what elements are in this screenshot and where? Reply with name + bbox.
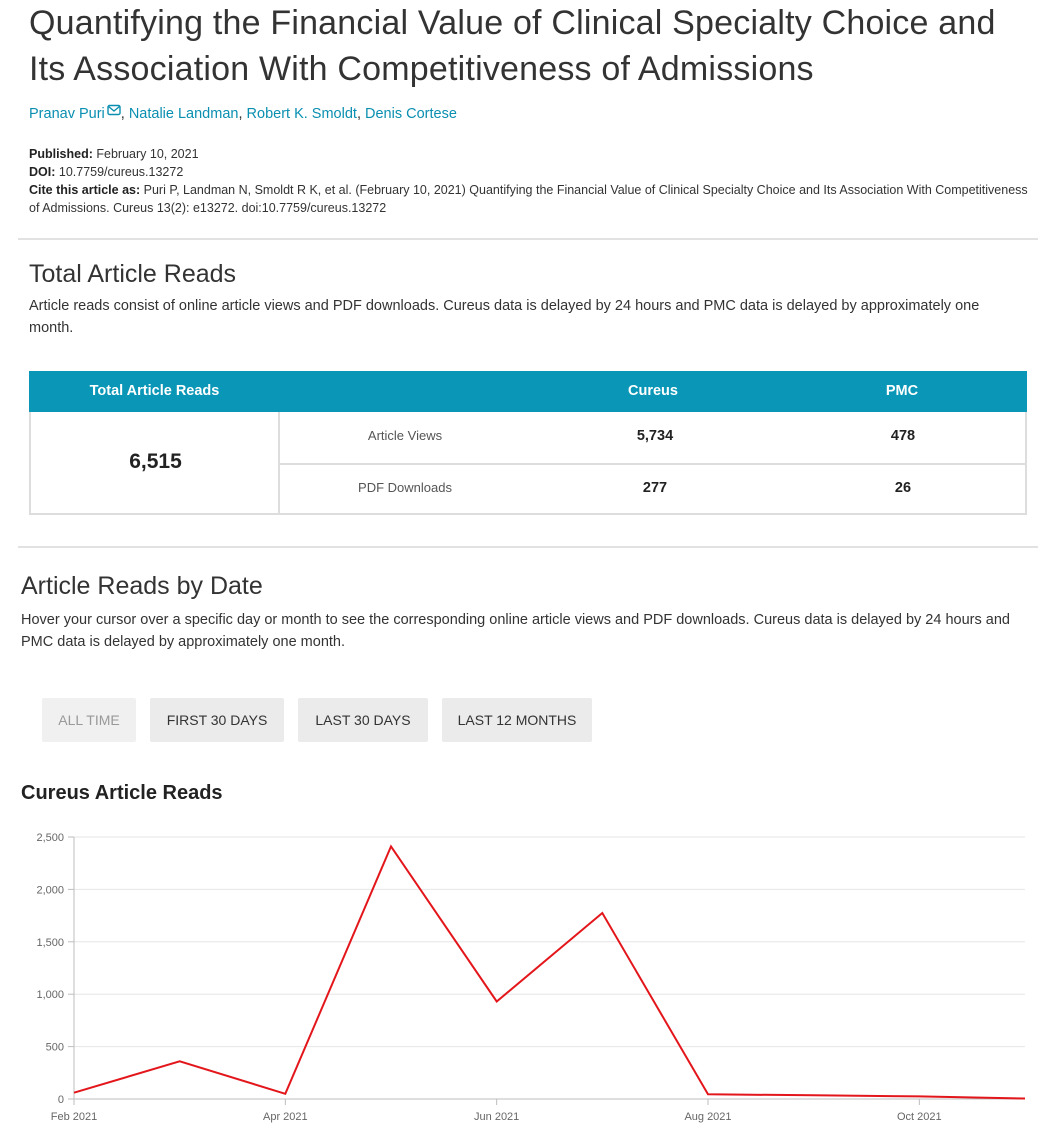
published-line bbox=[29, 145, 1029, 163]
header-pmc: PMC bbox=[885, 383, 919, 399]
filter-last-30-days-button[interactable]: LAST 30 DAYS bbox=[298, 698, 428, 742]
reads-by-date-heading: Article Reads by Date bbox=[21, 572, 263, 600]
data-point bbox=[385, 840, 397, 852]
x-tick-label: Feb 2021 bbox=[50, 1111, 98, 1123]
data-point bbox=[808, 1089, 820, 1101]
data-point bbox=[174, 1055, 186, 1067]
table-row bbox=[280, 412, 1027, 462]
x-tick-label: Oct 2021 bbox=[897, 1111, 942, 1123]
header-total: Total Article Reads bbox=[89, 383, 220, 399]
reads-line-chart[interactable] bbox=[0, 820, 1062, 1142]
data-point bbox=[68, 1087, 80, 1099]
x-tick-label: Jun 2021 bbox=[474, 1111, 520, 1123]
section-divider bbox=[18, 546, 1038, 548]
data-point bbox=[279, 1088, 291, 1100]
citation-line bbox=[29, 181, 1029, 217]
author-link[interactable]: Denis Cortese bbox=[365, 106, 457, 122]
total-cell bbox=[31, 412, 280, 513]
data-point bbox=[596, 907, 608, 919]
pmc-value: 478 bbox=[890, 428, 916, 444]
row-label: Article Views bbox=[367, 428, 443, 443]
article-meta bbox=[29, 145, 1029, 217]
table-header bbox=[29, 371, 1027, 412]
total-reads-value: 6,515 bbox=[129, 450, 182, 473]
published-label: Published: bbox=[29, 147, 93, 161]
chart-title: Cureus Article Reads bbox=[21, 782, 223, 804]
y-tick-label: 2,000 bbox=[36, 884, 64, 897]
cureus-value: 277 bbox=[642, 480, 668, 496]
total-reads-description: Article reads consist of online article views and PDF downloads. Cureus data is delayed by 24 hours and PMC data is delayed by approximately one month. bbox=[29, 298, 980, 336]
y-tick-label: 2,500 bbox=[36, 832, 64, 844]
cureus-value: 5,734 bbox=[636, 428, 674, 444]
y-tick-label: 1,500 bbox=[36, 936, 64, 949]
author-separator: , bbox=[356, 106, 361, 122]
y-tick-label: 1,000 bbox=[36, 989, 64, 1002]
doi-value: 10.7759/cureus.13272 bbox=[58, 165, 184, 179]
x-tick-label: Apr 2021 bbox=[263, 1111, 308, 1123]
data-point bbox=[1019, 1092, 1031, 1104]
author-link[interactable]: Natalie Landman bbox=[128, 106, 239, 122]
doi-label: DOI: bbox=[29, 165, 56, 179]
data-point bbox=[702, 1088, 714, 1100]
author-separator: , bbox=[238, 106, 243, 122]
row-label: PDF Downloads bbox=[358, 480, 452, 495]
author-list bbox=[29, 106, 457, 122]
section-divider bbox=[18, 238, 1038, 240]
pmc-value: 26 bbox=[894, 480, 912, 496]
total-reads-heading: Total Article Reads bbox=[29, 260, 237, 288]
citation-text: Puri P, Landman N, Smoldt R K, et al. (February 10, 2021) Quantifying the Financial Value of Clinical Specialty Choice and Its Association With Competitiveness of Admissions. Cureus 13(2): e13272. doi:10.7759/cureus.13272 bbox=[29, 183, 1028, 215]
y-tick-label: 0 bbox=[57, 1094, 64, 1106]
table-row bbox=[280, 464, 1027, 514]
email-icon[interactable] bbox=[107, 104, 121, 120]
data-point bbox=[491, 996, 503, 1008]
header-cureus: Cureus bbox=[628, 383, 678, 399]
reads-by-date-description: Hover your cursor over a specific day or month to see the corresponding online article views and PDF downloads. Cureus data is delayed by 24 hours and PMC data is delayed by approximately one month. bbox=[21, 612, 1010, 650]
x-tick-label: Aug 2021 bbox=[684, 1111, 732, 1123]
article-title: Quantifying the Financial Value of Clinical Specialty Choice and Its Association With Competitiveness of Admissions bbox=[29, 4, 996, 88]
cite-label: Cite this article as: bbox=[29, 183, 141, 197]
data-point bbox=[913, 1090, 925, 1102]
doi-line bbox=[29, 163, 1029, 181]
published-date: February 10, 2021 bbox=[96, 147, 199, 161]
filter-last-12-months-button[interactable]: LAST 12 MONTHS bbox=[442, 698, 592, 742]
series-line bbox=[74, 846, 1025, 1098]
total-reads-table bbox=[29, 371, 1027, 515]
y-tick-label: 500 bbox=[45, 1041, 64, 1054]
filter-all-time-button[interactable]: ALL TIME bbox=[42, 698, 136, 742]
filter-first-30-days-button[interactable]: FIRST 30 DAYS bbox=[150, 698, 284, 742]
author-link[interactable]: Pranav Puri bbox=[29, 106, 105, 122]
author-separator: , bbox=[120, 106, 125, 122]
author-link[interactable]: Robert K. Smoldt bbox=[246, 106, 357, 122]
